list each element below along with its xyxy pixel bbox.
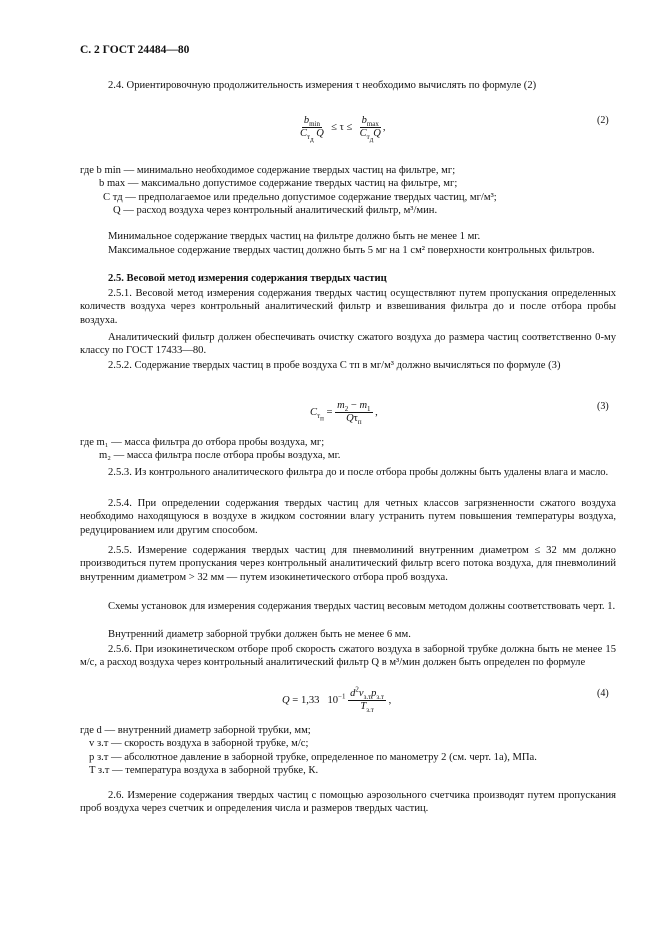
section-heading-2-5 — [108, 272, 387, 285]
definitions-formula-2 — [80, 164, 620, 218]
coefficient: 1,33 — [300, 694, 320, 706]
power-exponent: −1 — [338, 692, 346, 701]
definition-line: где b min — минимально необходимое содержание твердых частиц на фильтре, мг; — [80, 165, 456, 176]
paragraph-filter: Аналитический фильтр должен обеспечивать очистку сжатого воздуха до размера частиц соответственно 0-му классу по ГОСТ 17433—80. — [80, 332, 616, 357]
definition-line: v з.т — скорость воздуха в заборной трубке, м/с; — [89, 738, 309, 750]
page-header: С. 2 ГОСТ 24484—80 — [80, 44, 190, 56]
definition-line: Q — расход воздуха через контрольный аналитический фильтр, м³/мин. — [113, 205, 438, 217]
paragraph-2-5-2: 2.5.2. Содержание твердых частиц в пробе воздуха C тп в мг/м³ должно вычисляться по формуле (3) — [108, 360, 561, 371]
section-number: 2.5. — [108, 273, 124, 284]
definition-line: T з.т — температура воздуха в заборной трубке, К. — [89, 765, 319, 777]
formula-3: $C_{т_п}$ = $\frac{m_2 - m_1}{Q\tau_п}$ , — [310, 400, 378, 427]
paragraph-2-5-4: 2.5.4. При определении содержания твердых частиц для четных классов загрязненности сжатого воздуха необходимо находящуюся в воздухе в жидком состоянии влагу устранить путем повышения температуры воздуха, редуцированием или другим способом. — [80, 498, 616, 536]
paragraph-tube-diameter: Внутренний диаметр заборной трубки должен быть не менее 6 мм. — [108, 629, 411, 640]
paragraph-2-4: 2.4. Ориентировочную продолжительность измерения τ необходимо вычислять по формуле (2) — [108, 80, 537, 91]
equation-number-2: (2) — [597, 115, 609, 126]
formula-2: $\frac{b_{min}}{C_{т_д} Q}$ ≤ τ ≤ $\frac{b_{max}}{C_{т_д}Q}$ , — [300, 115, 386, 144]
definition-line: b max — максимально допустимое содержание твердых частиц на фильтре, мг; — [99, 178, 458, 190]
definition-line: где m₁ — масса фильтра до отбора пробы воздуха, мг; — [80, 437, 325, 448]
paragraph-2-5-3: 2.5.3. Из контрольного аналитического фильтра до и после отбора пробы должны быть удалены влага и масло. — [108, 467, 609, 478]
section-title: Весовой метод измерения содержания твердых частиц — [126, 273, 387, 284]
paragraph-min-content: Минимальное содержание твердых частиц на фильтре должно быть не менее 1 мг. — [108, 231, 481, 242]
definition-line: m₂ — масса фильтра после отбора пробы воздуха, мг. — [99, 450, 341, 462]
paragraph-2-5-1: 2.5.1. Весовой метод измерения содержания твердых частиц осуществляют путем пропускания определенных количеств воздуха через контрольный аналитический фильтр и взвешивания фильтра до и после отбора пробы воздуха. — [80, 288, 616, 326]
definitions-formula-4 — [80, 724, 625, 778]
equation-number-4: (4) — [597, 688, 609, 699]
paragraph-2-5-5: 2.5.5. Измерение содержания твердых частиц для пневмолиний внутренним диаметром ≤ 32 мм должно производиться путем пропускания через контрольный аналитический фильтр всего потока воздуха, для пневмолиний внутренним диаметром > 32 мм — путем изокинетического отбора проб воздуха. — [80, 545, 616, 583]
paragraph-schemes: Схемы установок для измерения содержания твердых частиц весовым методом должны соответствовать черт. 1. — [108, 601, 616, 612]
definition-line: где d — внутренний диаметр заборной трубки, мм; — [80, 725, 311, 736]
paragraph-max-content: Максимальное содержание твердых частиц должно быть 5 мг на 1 см² поверхности контрольных фильтров. — [108, 245, 595, 256]
formula-4: Q = 1,33 $10^{-1}$ $\frac{d^2v_{з.т}p_{з.т}}{T_{з.т}}$ , — [282, 685, 392, 715]
power-base: 10 — [327, 694, 339, 706]
definition-line: p з.т — абсолютное давление в заборной трубке, определенное по манометру 2 (см. черт. 1а), МПа. — [89, 751, 537, 763]
paragraph-2-6: 2.6. Измерение содержания твердых частиц с помощью аэрозольного счетчика производят путем пропускания проб воздуха через счетчик и определения числа и размеров твердых частиц. — [80, 790, 616, 815]
paragraph-2-5-6: 2.5.6. При изокинетическом отборе проб скорость сжатого воздуха в заборной трубке должна быть не менее 15 м/с, а расход воздуха через контрольный аналитический фильтр Q в м³/мин должен быть определен по формуле — [80, 644, 616, 669]
definitions-formula-3 — [80, 436, 620, 463]
equation-number-3: (3) — [597, 401, 609, 412]
definition-line: C тд — предполагаемое или предельно допустимое содержание твердых частиц, мг/м³; — [103, 191, 497, 203]
